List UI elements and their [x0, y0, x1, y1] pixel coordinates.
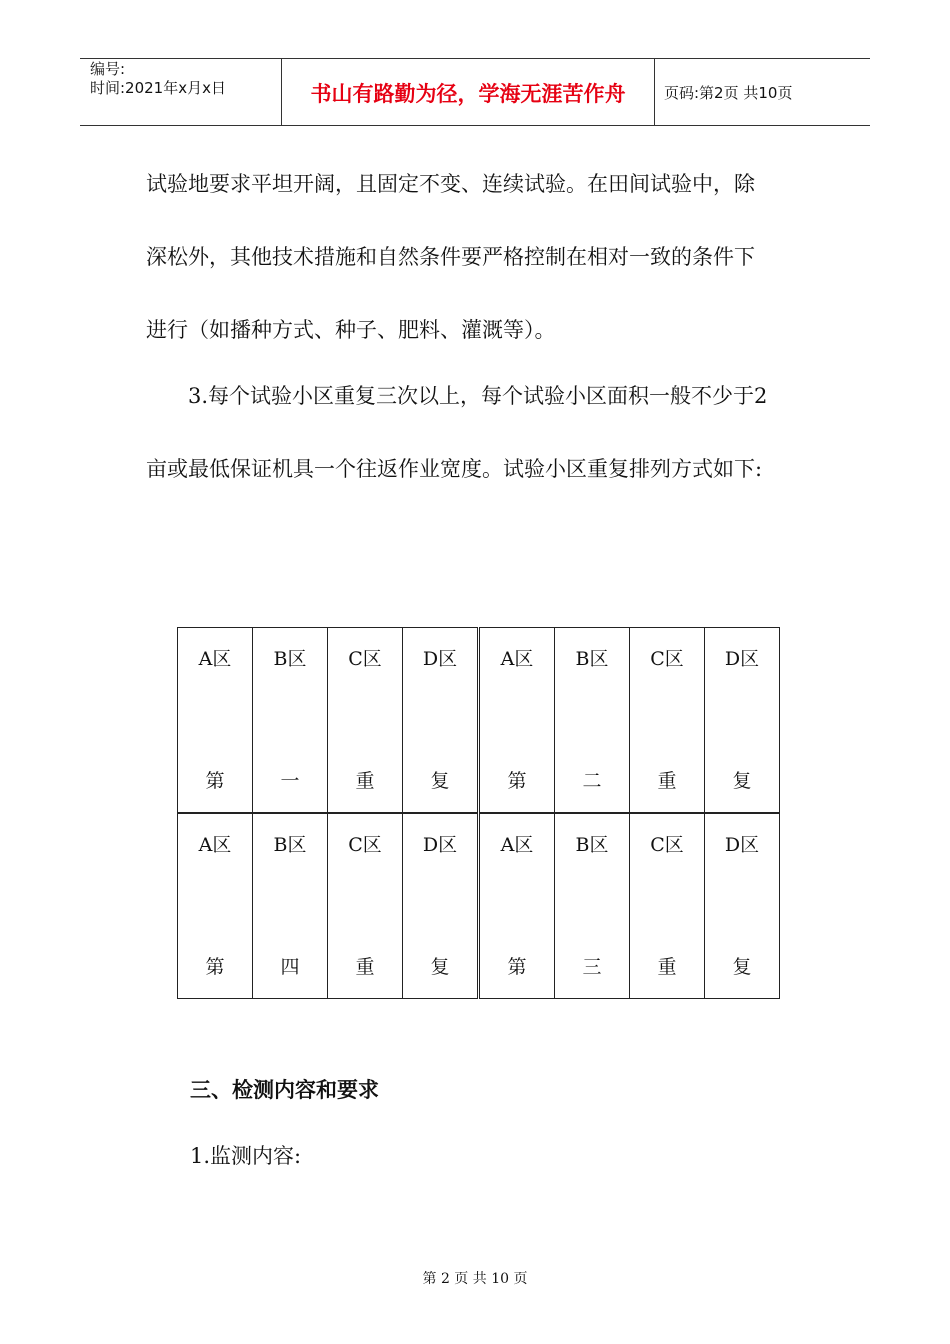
table-cell	[555, 814, 630, 999]
table-cell	[630, 628, 705, 813]
header-bottom-border	[80, 125, 870, 126]
zone-label: C区	[650, 834, 684, 856]
paragraph-line-4: 3.每个试验小区重复三次以上，每个试验小区面积一般不少于2	[188, 384, 768, 408]
repeat-label: 二	[582, 770, 602, 792]
table-cell	[178, 814, 253, 999]
page-footer: 第 2 页 共 10 页	[422, 1271, 528, 1287]
repeat-label: 四	[280, 956, 300, 978]
table-cell	[403, 628, 479, 813]
repeat-label: 复	[430, 770, 450, 792]
repeat-label: 三	[582, 956, 602, 978]
repeat-label: 一	[280, 770, 300, 792]
zone-label: C区	[348, 648, 382, 670]
zone-label: D区	[422, 648, 458, 670]
repeat-label: 重	[657, 956, 677, 978]
section-title: 三、检测内容和要求	[190, 1077, 379, 1102]
document-number-label: 编号:	[90, 60, 126, 78]
repeat-label: 第	[205, 770, 225, 792]
table-cell	[555, 628, 630, 813]
zone-label: B区	[575, 834, 609, 856]
zone-label: A区	[198, 834, 232, 856]
table-cell	[328, 814, 403, 999]
plot-layout-table-top	[177, 627, 780, 813]
repeat-label: 第	[507, 770, 527, 792]
table-cell	[328, 628, 403, 813]
zone-label: C区	[348, 834, 382, 856]
zone-label: B区	[575, 648, 609, 670]
zone-label: A区	[500, 834, 534, 856]
repeat-label: 重	[355, 770, 375, 792]
table-cell	[705, 814, 780, 999]
zone-label: A区	[198, 648, 232, 670]
zone-label: D区	[724, 648, 760, 670]
repeat-label: 复	[430, 956, 450, 978]
repeat-label: 第	[507, 956, 527, 978]
table-cell	[253, 628, 328, 813]
table-row	[178, 628, 780, 813]
table-cell	[253, 814, 328, 999]
repeat-label: 重	[355, 956, 375, 978]
table-cell	[403, 814, 479, 999]
plot-layout-table-bottom	[177, 813, 780, 999]
header-page-info: 页码:第2页 共10页	[664, 84, 793, 102]
document-date-label: 时间:2021年x月x日	[90, 79, 226, 97]
repeat-label: 复	[732, 770, 752, 792]
paragraph-line-2: 深松外，其他技术措施和自然条件要严格控制在相对一致的条件下	[146, 245, 755, 269]
table-cell	[630, 814, 705, 999]
header-top-border	[80, 58, 870, 59]
header-meta	[90, 60, 226, 98]
repeat-label: 复	[732, 956, 752, 978]
zone-label: D区	[724, 834, 760, 856]
header-motto: 书山有路勤为径，学海无涯苦作舟	[310, 82, 626, 106]
paragraph-line-1: 试验地要求平坦开阔，且固定不变、连续试验。在田间试验中，除	[146, 172, 755, 196]
zone-label: B区	[273, 834, 307, 856]
paragraph-line-3: 进行（如播种方式、种子、肥料、灌溉等）。	[146, 318, 556, 342]
zone-label: C区	[650, 648, 684, 670]
repeat-label: 第	[205, 956, 225, 978]
table-cell	[705, 628, 780, 813]
table-cell	[479, 814, 555, 999]
table-cell	[479, 628, 555, 813]
paragraph-line-5: 亩或最低保证机具一个往返作业宽度。试验小区重复排列方式如下:	[146, 457, 763, 481]
header-divider-right	[654, 58, 655, 126]
table-cell	[178, 628, 253, 813]
table-row	[178, 814, 780, 999]
zone-label: B区	[273, 648, 307, 670]
subsection-title: 1.监测内容:	[190, 1144, 302, 1168]
zone-label: A区	[500, 648, 534, 670]
repeat-label: 重	[657, 770, 677, 792]
zone-label: D区	[422, 834, 458, 856]
